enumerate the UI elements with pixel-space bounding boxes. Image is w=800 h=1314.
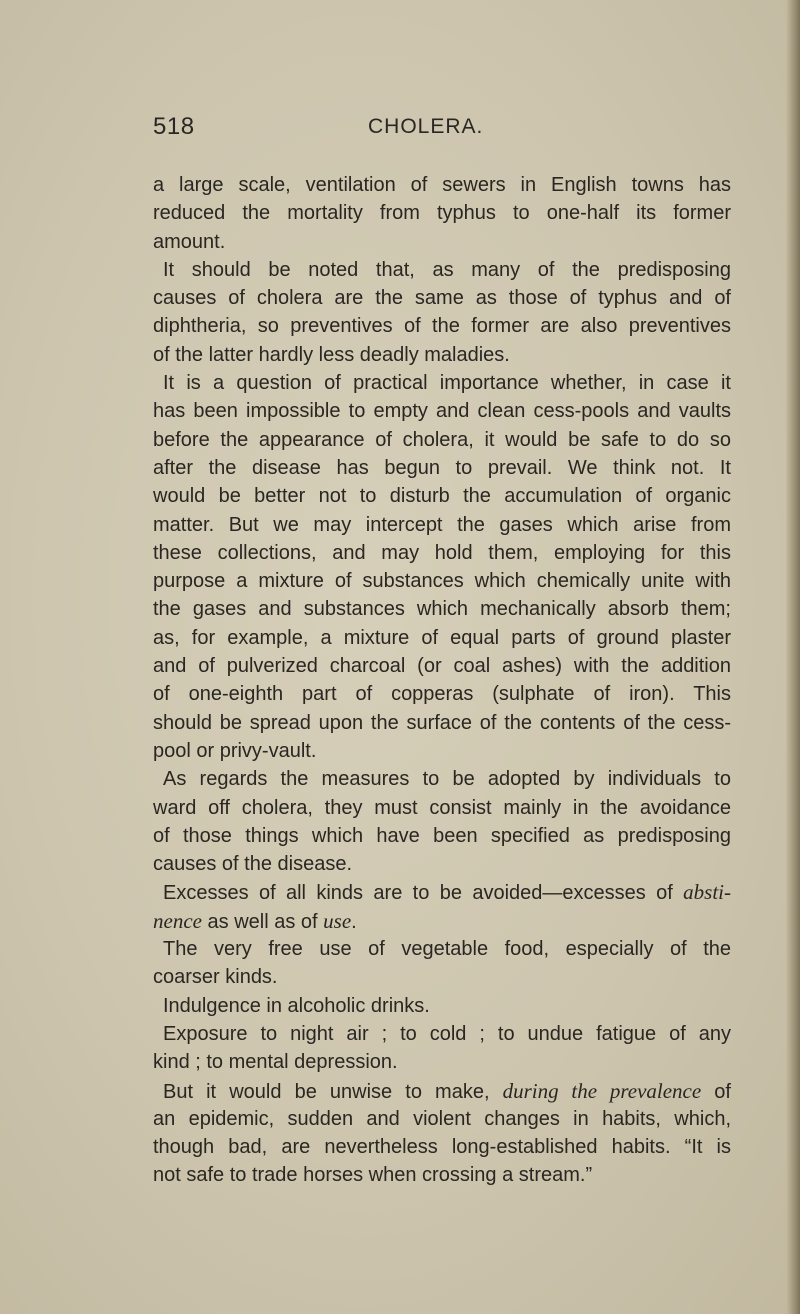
italic-text: during the prevalence [502,1078,702,1103]
text-line: As regards the measures to be adopted by individuals to [163,768,731,791]
running-head: CHOLERA. [368,115,484,138]
italic-text: nence [153,908,202,933]
text-line [153,1077,731,1105]
text-line: as, for example, a mixture of equal parts of ground plaster [153,626,731,649]
text-run: as well as of [201,910,324,933]
text-line: a large scale, ventilation of sewers in English towns has [153,174,731,196]
text-line: coarser kinds. [153,966,278,989]
text-line: causes of cholera are the same as those of typhus and of [153,287,731,310]
text-run: of [701,1080,731,1103]
italic-text: use [323,908,352,933]
text-line: reduced the mortality from typhus to one-half its former [153,202,731,225]
text-line: of the latter hardly less deadly maladies. [153,343,510,366]
text-line: ward off cholera, they must consist mainly in the avoidance [153,796,731,819]
text-line: would be better not to disturb the accumulation of organic [153,485,731,508]
page-edge [786,0,800,1314]
text-line: It should be noted that, as many of the predisposing [163,258,731,281]
text-line: pool or privy-vault. [153,739,317,762]
text-line: of those things which have been specified as predisposing [153,824,731,847]
text-line: the gases and substances which mechanically absorb them; [153,598,731,621]
text-line: though bad, are nevertheless long-established habits. “It is [153,1136,731,1159]
text-line: after the disease has begun to prevail. We think not. It [153,456,731,479]
text-line: amount. [153,230,226,253]
page-header [153,113,733,143]
text-line: Indulgence in alcoholic drinks. [163,994,430,1017]
text-line: matter. But we may intercept the gases which arise from [153,513,731,536]
text-line: of one-eighth part of copperas (sulphate of iron). This [153,683,731,706]
text-line: these collections, and may hold them, employing for this [153,541,731,564]
italic-text: absti- [683,880,731,905]
body-text [153,171,731,1190]
text-run: Excesses of all kinds are to be avoided—excesses of [163,882,684,905]
text-line: diphtheria, so preventives of the former are also preventives [153,315,731,338]
text-line [153,907,731,935]
text-line: and of pulverized charcoal (or coal ashes) with the addition [153,655,731,678]
text-line: kind ; to mental depression. [153,1051,398,1074]
text-line: an epidemic, sudden and violent changes in habits, which, [153,1107,731,1130]
text-line: causes of the disease. [153,853,353,876]
text-line [153,878,731,906]
text-line: has been impossible to empty and clean cess-pools and vaults [153,400,731,423]
text-line: It is a question of practical importance whether, in case it [163,372,731,395]
text-line: The very free use of vegetable food, especially of the [163,938,731,961]
text-line: Exposure to night air ; to cold ; to undue fatigue of any [163,1022,731,1045]
page-number: 518 [153,113,195,140]
text-line: purpose a mixture of substances which chemically unite with [153,570,731,593]
text-run: . [351,910,357,933]
text-line: before the appearance of cholera, it would be safe to do so [153,428,731,451]
text-run: But it would be unwise to make, [163,1080,503,1103]
text-line: not safe to trade horses when crossing a stream.” [153,1164,593,1187]
text-line: should be spread upon the surface of the contents of the cess- [153,711,731,734]
